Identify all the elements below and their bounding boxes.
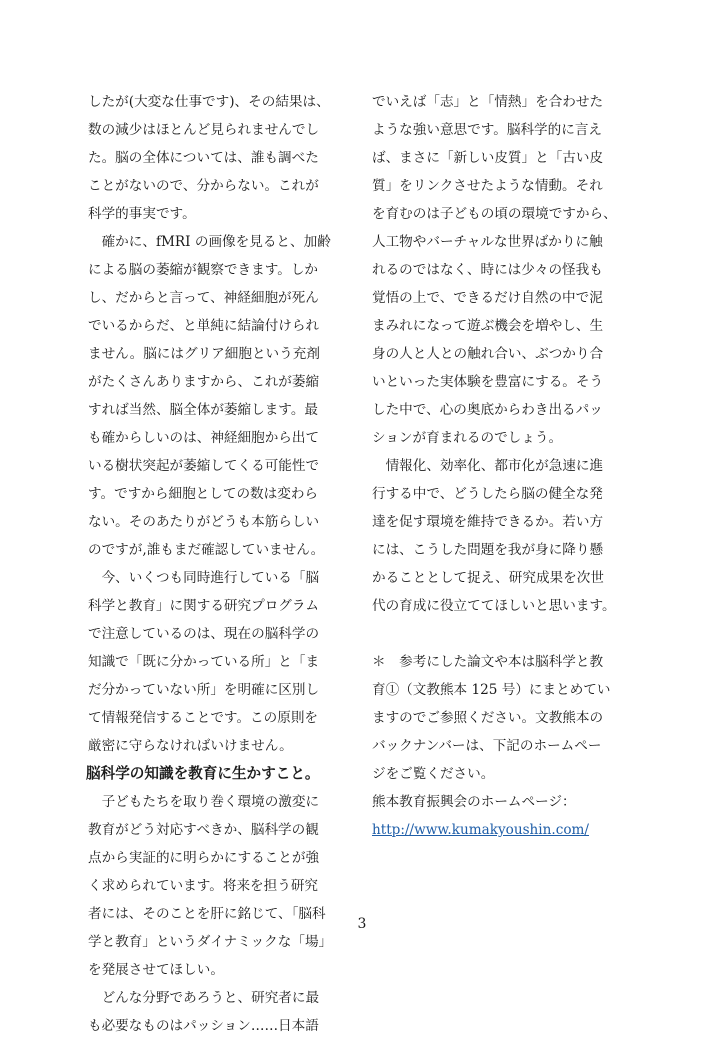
text-line: れるのではなく、時には少々の怪我も — [372, 262, 603, 278]
text-line: ＊ 参考にした論文や本は脳科学と教 — [372, 654, 604, 670]
text-line: すれば当然、脳全体が萎縮します。最 — [88, 402, 319, 418]
text-line: 質」をリンクさせたような情動。それ — [372, 178, 603, 194]
text-line: も確からしいのは、神経細胞から出て — [88, 430, 320, 446]
text-line: 達を促す環境を維持できるか。若い方 — [372, 514, 604, 530]
text-line: だ分かっていない所」を明確に区別し — [88, 682, 320, 698]
section-heading: 脳科学の知識を教育に生かすこと。 — [86, 765, 320, 782]
text-line: まみれになって遊ぶ機会を増やし、生 — [372, 318, 604, 334]
text-line: 覚悟の上で、できるだけ自然の中で泥 — [372, 290, 603, 306]
text-line: ような強い意思です。脳科学的に言え — [372, 122, 603, 138]
text-line: 学と教育」というダイナミックな「場」 — [88, 934, 333, 950]
text-line: 人工物やバーチャルな世界ばかりに触 — [372, 234, 603, 250]
text-line: 厳密に守らなければいけません。 — [88, 738, 293, 754]
text-line: 情報化、効率化、都市化が急速に進 — [372, 458, 604, 474]
text-line: 数の減少はほとんど見られませんでし — [88, 122, 320, 138]
text-line: 者には、そのことを肝に銘じて、「脳科 — [88, 906, 326, 922]
text-line: がたくさんありますから、これが萎縮 — [88, 374, 320, 390]
left-column — [88, 88, 360, 1040]
text-line: バックナンバーは、下記のホームペー — [372, 738, 602, 754]
text-line: を発展させてほしい。 — [88, 962, 224, 978]
right-column — [372, 88, 644, 844]
text-line: く求められています。将来を担う研究 — [88, 878, 319, 894]
text-line: ションが育まれるのでしょう。 — [372, 430, 563, 446]
homepage-link[interactable]: http://www.kumakyoushin.com/ — [372, 822, 590, 838]
text-line: したが(大変な仕事です)、その結果は、 — [88, 94, 330, 110]
text-line: どんな分野であろうと、研究者に最 — [88, 990, 320, 1006]
text-line: 育①（文教熊本 125 号）にまとめてい — [372, 682, 611, 698]
paragraph — [88, 984, 360, 1040]
text-line: も必要なものはパッション……日本語 — [88, 1018, 319, 1034]
text-line: による脳の萎縮が観察できます。しか — [88, 262, 319, 278]
paragraph — [88, 788, 360, 984]
text-line: 行する中で、どうしたら脳の健全な発 — [372, 486, 603, 502]
text-line: 熊本教育振興会のホームページ： — [372, 794, 576, 810]
text-line: 科学と教育」に関する研究プログラム — [88, 598, 319, 614]
text-line: いる樹状突起が萎縮してくる可能性で — [88, 458, 320, 474]
text-line: 知識で「既に分かっている所」と「ま — [88, 654, 320, 670]
text-line: て情報発信することです。この原則を — [88, 710, 319, 726]
text-line: のですが,誰もまだ確認していません。 — [88, 542, 325, 558]
text-line: を育むのは子どもの頃の環境ですから、 — [372, 206, 617, 222]
reference-note — [372, 648, 644, 816]
paragraph — [88, 564, 360, 760]
paragraph — [372, 452, 644, 620]
paragraph — [88, 88, 360, 228]
text-line: 今、いくつも同時進行している「脳 — [88, 570, 320, 586]
paragraph — [88, 228, 360, 564]
text-line: ない。そのあたりがどうも本筋らしい — [88, 514, 320, 530]
text-line: す。ですから細胞としての数は変わら — [88, 486, 319, 502]
text-line: 代の育成に役立ててほしいと思います。 — [372, 598, 616, 614]
text-line: した中で、心の奥底からわき出るパッ — [372, 402, 603, 418]
text-line: し、だからと言って、神経細胞が死ん — [88, 290, 319, 306]
text-line: で注意しているのは、現在の脳科学の — [88, 626, 320, 642]
paragraph — [372, 88, 644, 452]
text-line: でいるからだ、と単純に結論付けられ — [88, 318, 320, 334]
text-line: ことがないので、分からない。これが — [88, 178, 319, 194]
text-line: ジをご覧ください。 — [372, 766, 495, 782]
text-line: た。脳の全体については、誰も調べた — [88, 150, 319, 166]
page-number: 3 — [357, 916, 367, 932]
text-line: ません。脳にはグリア細胞という充剤 — [88, 346, 320, 362]
text-line: でいえば「志」と「情熱」を合わせた — [372, 94, 604, 110]
text-line: 子どもたちを取り巻く環境の激変に — [88, 794, 320, 810]
text-line: 点から実証的に明らかにすることが強 — [88, 850, 320, 866]
text-line: 科学的事実です。 — [88, 206, 196, 222]
text-line: 確かに、fMRI の画像を見ると、加齢 — [88, 234, 331, 250]
paragraph-gap — [372, 620, 644, 648]
text-line: 教育がどう対応すべきか、脳科学の観 — [88, 822, 319, 838]
text-line: かることとして捉え、研究成果を次世 — [372, 570, 604, 586]
text-line: ますのでご参照ください。文教熊本の — [372, 710, 604, 726]
text-line: 身の人と人との触れ合い、ぶつかり合 — [372, 346, 604, 362]
text-line: には、こうした問題を我が身に降り懸 — [372, 542, 604, 558]
text-line: いといった実体験を豊富にする。そう — [372, 374, 604, 390]
text-line: ば、まさに「新しい皮質」と「古い皮 — [372, 150, 604, 166]
